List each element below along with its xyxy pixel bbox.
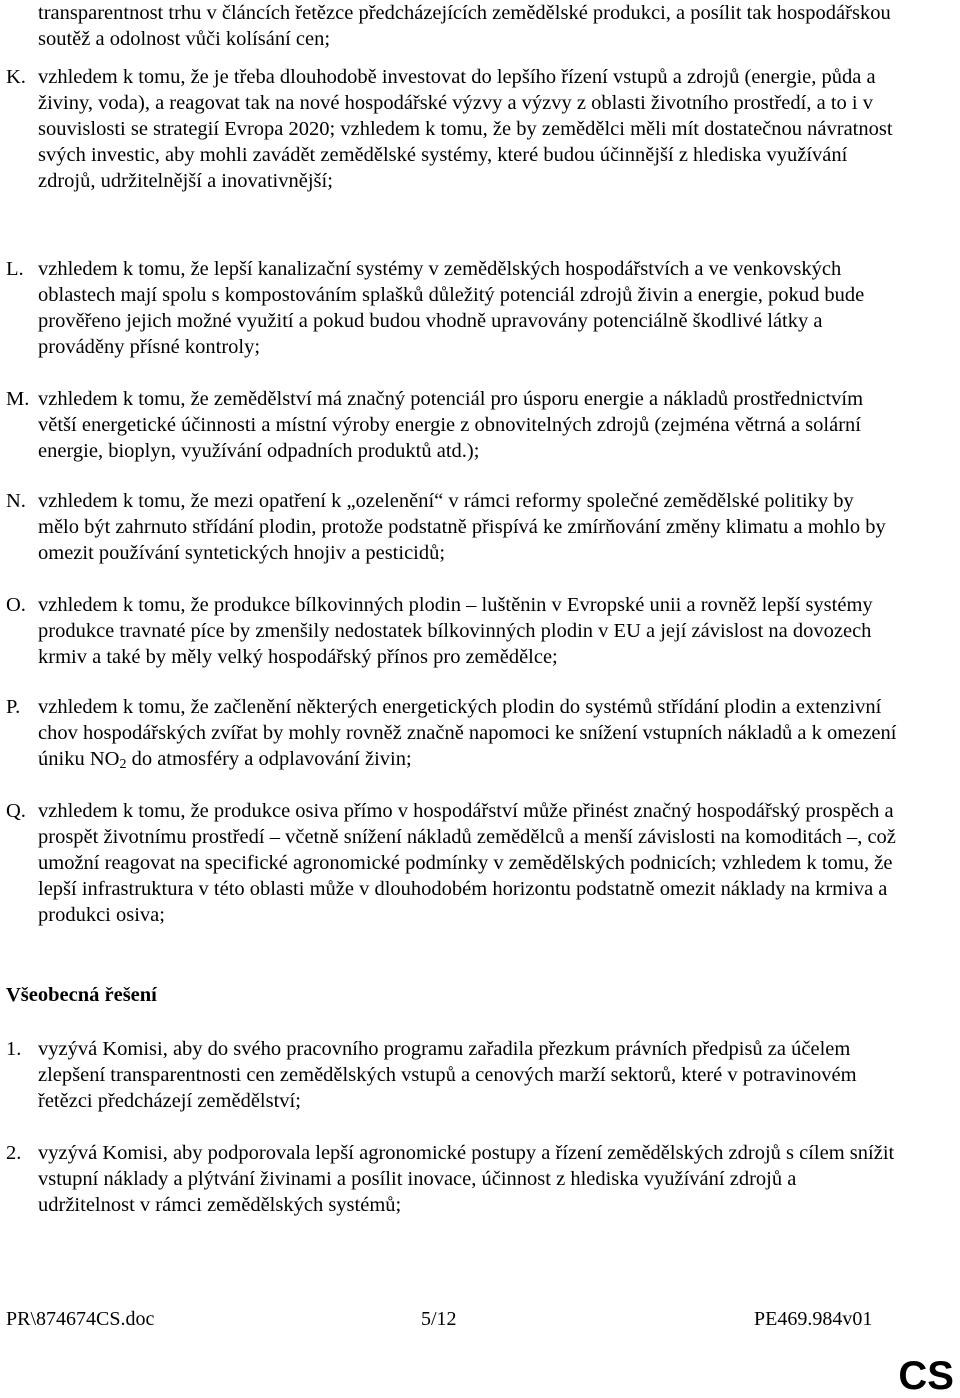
recital-p-text-main: vzhledem k tomu, že začlenění některých energetických plodin do systémů střídání plodin a extenzivní chov hospodářských zvířat by mohly rovněž značně napomoci ke snížení vstupních nákladů a k omezení úniku NO xyxy=(38,696,897,770)
recital-m-text: vzhledem k tomu, že zemědělství má značný potenciál pro úsporu energie a nákladů prostřednictvím větší energetické účinnosti a místní výroby energie z obnovitelných zdrojů (zejména větrná a solární energie, bioplyn, využívání odpadních produktů atd.); xyxy=(38,388,864,462)
recital-l-marker: L. xyxy=(6,258,24,280)
recital-p-text xyxy=(38,694,898,772)
resolution-1-text: vyzývá Komisi, aby do svého pracovního programu zařadila přezkum právních předpisů za účelem zlepšení transparentnosti cen zemědělských vstupů a cenových marží sektorů, které v potravinovém řetězci předcházejí zemědělství; xyxy=(38,1038,857,1112)
resolution-1-marker: 1. xyxy=(6,1038,22,1060)
recital-p-text-end: do atmosféry a odplavování živin; xyxy=(126,748,412,770)
recital-o-text: vzhledem k tomu, že produkce bílkovinných plodin – luštěnin v Evropské unii a rovněž lepší systémy produkce travnaté píce by zmenšily nedostatek bílkovinných plodin v EU a její závislost na dovozech krmiv a také by měly velký hospodářský přínos pro zemědělce; xyxy=(38,594,873,668)
recital-l-text: vzhledem k tomu, že lepší kanalizační systémy v zemědělských hospodářstvích a ve venkovských oblastech mají spolu s kompostováním splašků důležitý potenciál zdrojů živin a energie, pokud bude prověřeno jejich možné využití a pokud budou vhodně upravovány potenciálně škodlivé látky a prováděny přísné kontroly; xyxy=(38,258,865,358)
language-code: CS xyxy=(898,1354,954,1398)
recital-n-text: vzhledem k tomu, že mezi opatření k „ozelenění“ v rámci reformy společné zemědělské politiky by mělo být zahrnuto střídání plodin, protože podstatně přispívá ke zmírňování změny klimatu a mohlo by omezit používání syntetických hnojiv a pesticidů; xyxy=(38,490,886,564)
recital-m-marker: M. xyxy=(6,388,30,410)
recital-o-marker: O. xyxy=(6,594,26,616)
no2-subscript: 2 xyxy=(119,757,127,772)
footer-page-number: 5/12 xyxy=(421,1308,457,1330)
recital-n-marker: N. xyxy=(6,490,26,512)
recital-q-text: vzhledem k tomu, že produkce osiva přímo v hospodářství může přinést značný hospodářský prospěch a prospět životnímu prostředí – včetně snížení nákladů zemědělců a menší závislosti na komoditách –, což umožní reagovat na specifické agronomické podmínky v zemědělských podnicích; vzhledem k tomu, že lepší infrastruktura v této oblasti může v dlouhodobém horizontu podstatně omezit náklady na krmiva a produkci osiva; xyxy=(38,800,896,926)
section-heading: Všeobecná řešení xyxy=(6,984,157,1006)
recital-k-marker: K. xyxy=(6,66,26,88)
resolution-2-text: vyzývá Komisi, aby podporovala lepší agronomické postupy a řízení zemědělských zdrojů s cílem snížit vstupní náklady a plýtvání živinami a posílit inovace, účinnost z hlediska využívání zdrojů a udržitelnost v rámci zemědělských systémů; xyxy=(38,1142,895,1216)
recital-q-marker: Q. xyxy=(6,800,26,822)
footer-pe-ref: PE469.984v01 xyxy=(754,1308,873,1330)
resolution-2-marker: 2. xyxy=(6,1142,22,1164)
intro-text: transparentnost trhu v článcích řetězce předcházejících zemědělské produkci, a posílit tak hospodářskou soutěž a odolnost vůči kolísání cen; xyxy=(38,2,891,50)
footer-doc-ref: PR\874674CS.doc xyxy=(6,1308,155,1330)
recital-k-text: vzhledem k tomu, že je třeba dlouhodobě investovat do lepšího řízení vstupů a zdrojů (energie, půda a živiny, voda), a reagovat tak na nové hospodářské výzvy a výzvy z oblasti životního prostředí, a to i v souvislosti se strategií Evropa 2020; vzhledem k tomu, že by zemědělci měli mít dostatečnou návratnost svých investic, aby mohli zavádět zemědělské systémy, které budou účinnější z hlediska využívání zdrojů, udržitelnější a inovativnější; xyxy=(38,66,893,192)
recital-p-marker: P. xyxy=(6,696,21,718)
